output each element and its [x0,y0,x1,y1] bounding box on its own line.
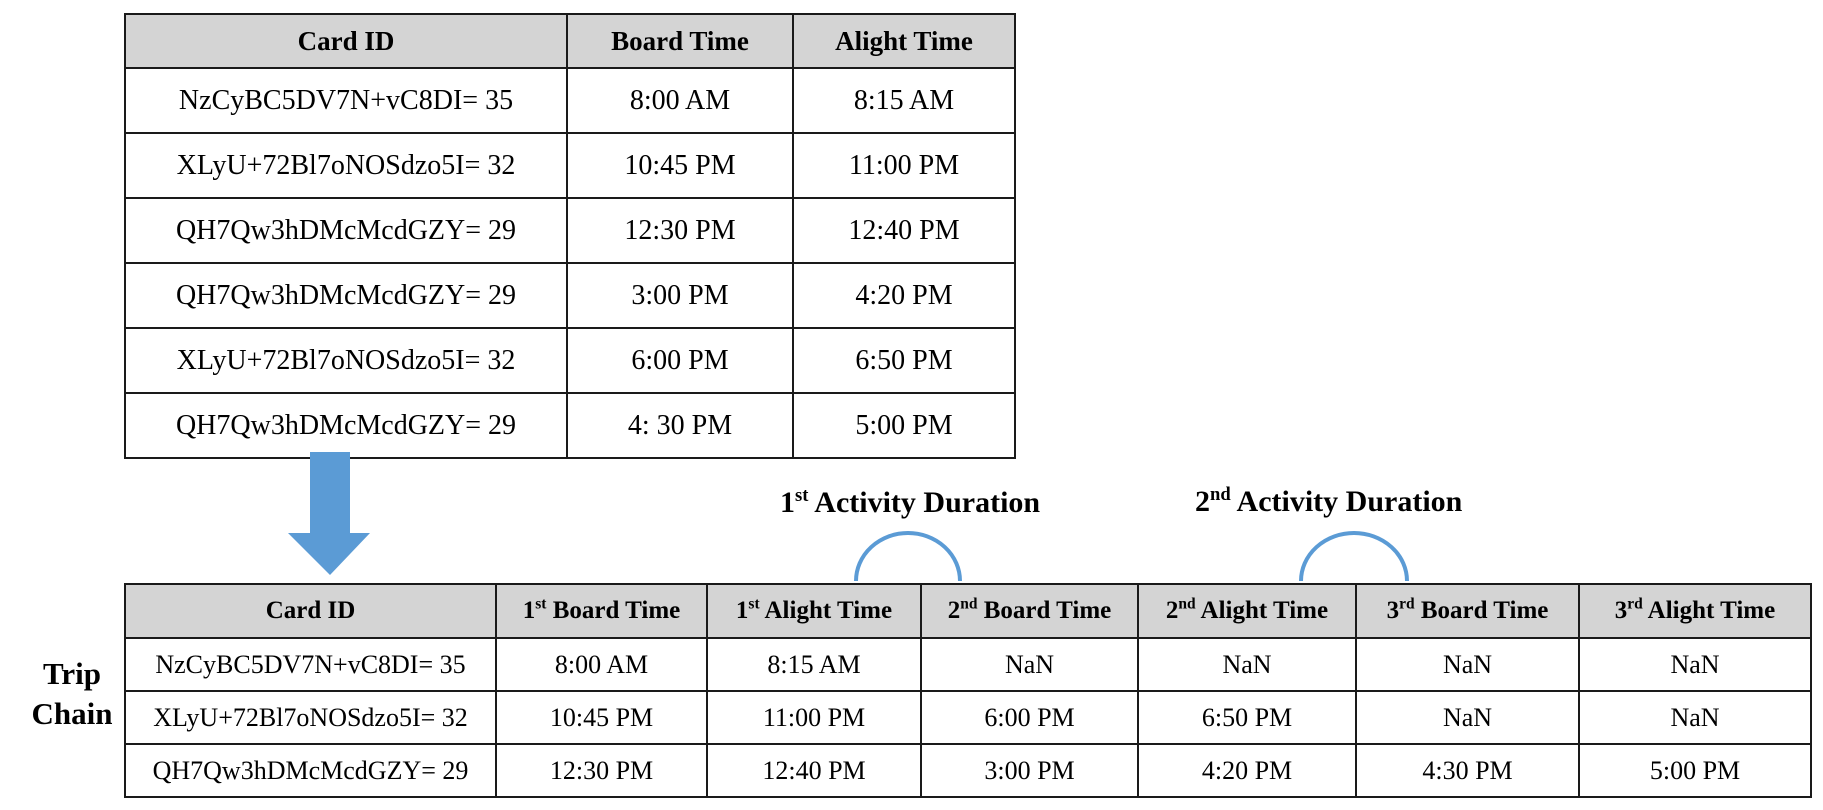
header-2nd-board-time: 2nd Board Time [921,584,1138,638]
cell-alight-time: 8:15 AM [793,68,1015,133]
header-1st-board-time: 1st Board Time [496,584,707,638]
cell-2nd-alight-time: NaN [1138,638,1356,691]
table-header-row [125,584,1811,638]
second-activity-arc [1301,533,1407,581]
header-board-time: Board Time [567,14,793,68]
cell-card-id: XLyU+72Bl7oNOSdzo5I= 32 [125,691,496,744]
trip-chain-table [124,583,1812,798]
cell-3rd-alight-time: NaN [1579,691,1811,744]
cell-1st-alight-time: 12:40 PM [707,744,921,797]
cell-2nd-board-time: NaN [921,638,1138,691]
table-row [125,691,1811,744]
cell-alight-time: 6:50 PM [793,328,1015,393]
header-1st-alight-time: 1st Alight Time [707,584,921,638]
cell-card-id: XLyU+72Bl7oNOSdzo5I= 32 [125,133,567,198]
cell-1st-alight-time: 11:00 PM [707,691,921,744]
cell-card-id: QH7Qw3hDMcMcdGZY= 29 [125,744,496,797]
first-activity-duration-label: 1st Activity Duration [780,485,1041,519]
cell-1st-alight-time: 8:15 AM [707,638,921,691]
trip-chain-label: Trip Chain [31,656,113,731]
cell-2nd-alight-time: 4:20 PM [1138,744,1356,797]
cell-1st-board-time: 8:00 AM [496,638,707,691]
cell-board-time: 12:30 PM [567,198,793,263]
cell-3rd-alight-time: NaN [1579,638,1811,691]
cell-alight-time: 12:40 PM [793,198,1015,263]
header-3rd-board-time: 3rd Board Time [1356,584,1579,638]
cell-board-time: 10:45 PM [567,133,793,198]
cell-board-time: 8:00 AM [567,68,793,133]
cell-card-id: NzCyBC5DV7N+vC8DI= 35 [125,68,567,133]
cell-board-time: 4: 30 PM [567,393,793,458]
header-3rd-alight-time: 3rd Alight Time [1579,584,1811,638]
cell-2nd-board-time: 6:00 PM [921,691,1138,744]
cell-3rd-board-time: NaN [1356,638,1579,691]
header-card-id: Card ID [125,14,567,68]
cell-3rd-board-time: NaN [1356,691,1579,744]
down-arrow-icon [288,452,370,575]
cell-2nd-alight-time: 6:50 PM [1138,691,1356,744]
cell-card-id: QH7Qw3hDMcMcdGZY= 29 [125,263,567,328]
cell-1st-board-time: 12:30 PM [496,744,707,797]
cell-2nd-board-time: 3:00 PM [921,744,1138,797]
table-row [125,744,1811,797]
cell-card-id: QH7Qw3hDMcMcdGZY= 29 [125,198,567,263]
cell-card-id: QH7Qw3hDMcMcdGZY= 29 [125,393,567,458]
header-2nd-alight-time: 2nd Alight Time [1138,584,1356,638]
header-alight-time: Alight Time [793,14,1015,68]
header-card-id: Card ID [125,584,496,638]
cell-board-time: 6:00 PM [567,328,793,393]
cell-board-time: 3:00 PM [567,263,793,328]
cell-3rd-alight-time: 5:00 PM [1579,744,1811,797]
cell-3rd-board-time: 4:30 PM [1356,744,1579,797]
first-activity-arc [856,533,960,581]
table-row [125,638,1811,691]
cell-alight-time: 11:00 PM [793,133,1015,198]
cell-card-id: NzCyBC5DV7N+vC8DI= 35 [125,638,496,691]
second-activity-duration-label: 2nd Activity Duration [1195,484,1463,518]
cell-alight-time: 4:20 PM [793,263,1015,328]
cell-card-id: XLyU+72Bl7oNOSdzo5I= 32 [125,328,567,393]
cell-1st-board-time: 10:45 PM [496,691,707,744]
cell-alight-time: 5:00 PM [793,393,1015,458]
